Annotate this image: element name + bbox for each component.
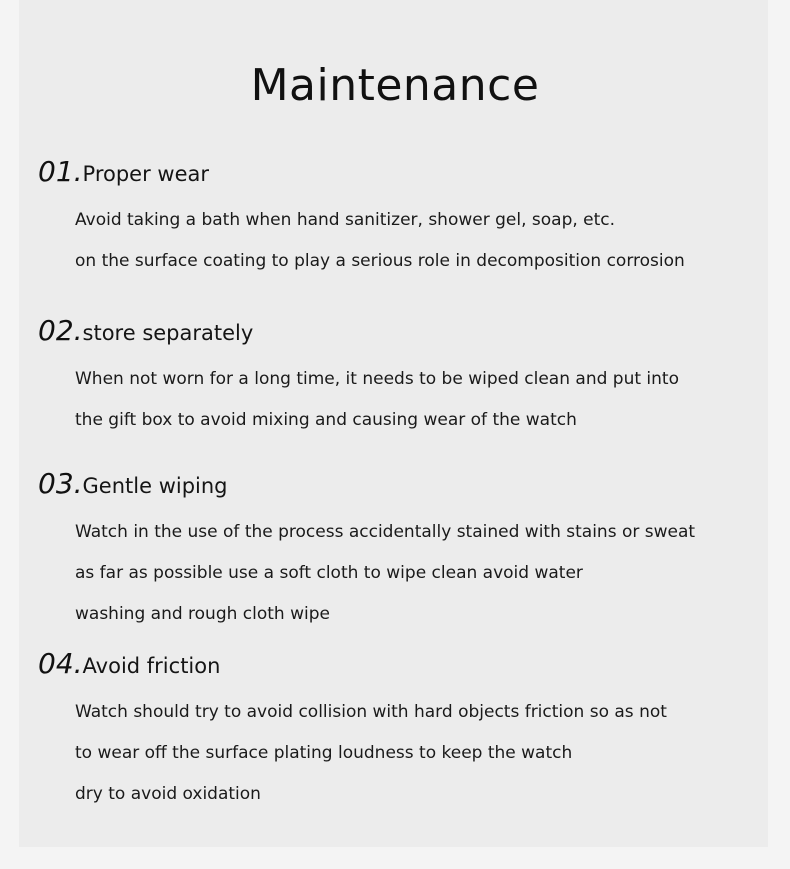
section-title: Proper wear — [82, 162, 210, 186]
body-line: to wear off the surface plating loudness to keep the watch — [75, 743, 573, 763]
section-body — [38, 359, 778, 441]
section-heading — [38, 154, 778, 190]
section-store-separately — [38, 313, 778, 441]
section-avoid-friction — [38, 646, 778, 815]
section-body — [38, 692, 778, 815]
section-number: 04. — [38, 647, 83, 680]
body-line: as far as possible use a soft cloth to wipe clean avoid water — [75, 563, 583, 583]
body-line: dry to avoid oxidation — [75, 784, 261, 804]
body-line: Avoid taking a bath when hand sanitizer, shower gel, soap, etc. — [75, 210, 616, 230]
body-line: When not worn for a long time, it needs to be wiped clean and put into — [75, 369, 679, 389]
section-gentle-wiping — [38, 466, 778, 635]
section-proper-wear — [38, 154, 778, 282]
section-heading — [38, 313, 778, 349]
section-heading — [38, 466, 778, 502]
body-line: washing and rough cloth wipe — [75, 604, 330, 624]
page-title: Maintenance — [250, 60, 540, 111]
section-title: Gentle wiping — [82, 474, 228, 498]
section-number: 02. — [38, 314, 83, 347]
section-body — [38, 200, 778, 282]
section-number: 01. — [38, 155, 83, 188]
section-number: 03. — [38, 467, 83, 500]
body-line: Watch in the use of the process accidentally stained with stains or sweat — [75, 522, 696, 542]
body-line: the gift box to avoid mixing and causing wear of the watch — [75, 410, 577, 430]
body-line: on the surface coating to play a serious role in decomposition corrosion — [75, 251, 685, 271]
section-title: Avoid friction — [82, 654, 221, 678]
section-heading — [38, 646, 778, 682]
body-line: Watch should try to avoid collision with hard objects friction so as not — [75, 702, 667, 722]
section-body — [38, 512, 778, 635]
section-title: store separately — [82, 321, 254, 345]
